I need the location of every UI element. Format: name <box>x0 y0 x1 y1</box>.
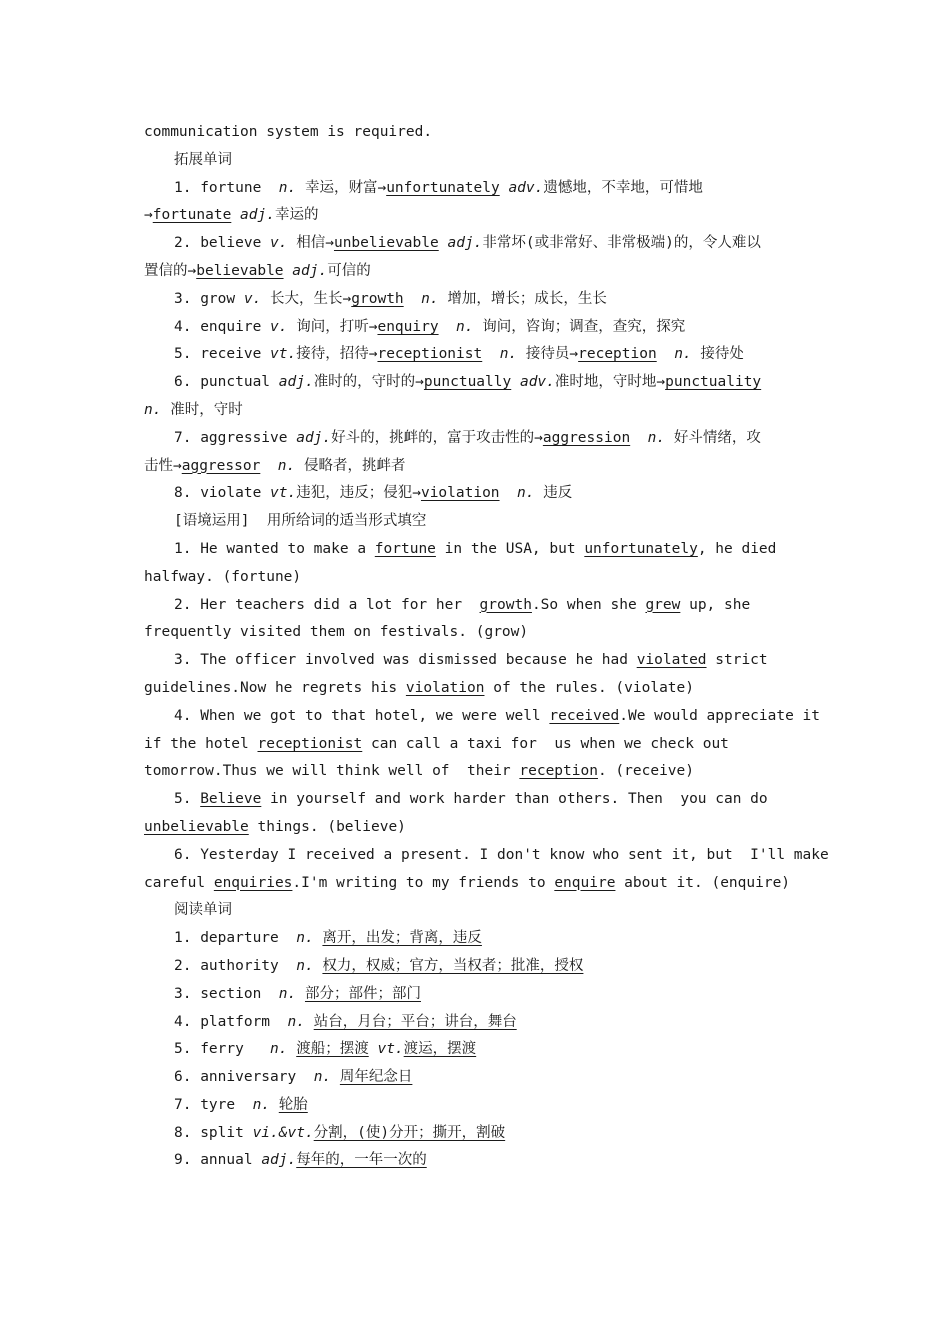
text-line <box>144 1064 814 1092</box>
part-of-speech: n. <box>287 1013 305 1030</box>
text-line <box>144 675 814 703</box>
text-segment <box>482 346 499 362</box>
text-line <box>144 870 814 898</box>
text-segment <box>284 263 293 279</box>
answer-text: 离开，出发；背离，违反 <box>322 930 482 947</box>
part-of-speech: n. <box>421 290 439 307</box>
text-segment <box>511 374 520 390</box>
answer-text: reception <box>578 346 657 363</box>
text-segment: 4. enquire <box>174 318 271 335</box>
text-segment: 4. When we got to that hotel, we were well <box>174 707 550 724</box>
text-line <box>144 786 814 814</box>
text-line <box>144 341 814 369</box>
text-segment: 相信→ <box>287 235 334 252</box>
text-line <box>144 397 814 425</box>
answer-text: 渡船；摆渡 <box>296 1041 369 1058</box>
part-of-speech: n. <box>296 957 314 974</box>
part-of-speech: n. <box>144 401 162 418</box>
text-segment: 长大，生长→ <box>261 290 352 307</box>
answer-text: enquiry <box>377 318 439 335</box>
text-line <box>144 425 814 453</box>
text-segment: 3. The officer involved was dismissed because he had <box>174 652 637 669</box>
text-segment: 准时，守时 <box>161 401 243 418</box>
text-segment: 2. Her teachers did a lot for her <box>174 596 480 613</box>
part-of-speech: n. <box>499 346 518 363</box>
text-segment: .So when she <box>531 596 646 613</box>
answer-text: enquire <box>554 874 616 891</box>
answer-text: unbelievable <box>144 818 249 835</box>
text-segment: 1. departure <box>174 930 297 947</box>
text-segment: 1. fortune <box>174 179 279 196</box>
text-segment: 8. split <box>174 1124 253 1141</box>
part-of-speech: n. <box>674 346 692 363</box>
answer-text: unbelievable <box>333 235 439 252</box>
answer-text: punctually <box>423 374 512 391</box>
text-segment: 5. <box>174 791 201 808</box>
answer-text: received <box>549 707 620 724</box>
answer-text: enquiries <box>213 874 293 891</box>
text-line <box>144 453 814 481</box>
text-line <box>144 897 814 925</box>
text-line <box>144 508 814 536</box>
text-segment: about it. (enquire) <box>615 874 791 891</box>
text-segment: [语境运用] 用所给词的适当形式填空 <box>174 513 427 530</box>
part-of-speech: adv. <box>519 374 555 391</box>
part-of-speech: n. <box>278 985 297 1002</box>
text-segment: 5. receive <box>174 346 271 363</box>
text-segment: halfway. (fortune) <box>144 568 302 585</box>
answer-text: punctuality <box>665 374 762 391</box>
part-of-speech: adj. <box>278 374 314 391</box>
text-line <box>144 981 814 1009</box>
text-segment: 幸运的 <box>274 207 319 224</box>
part-of-speech: n. <box>517 485 535 502</box>
part-of-speech: adj. <box>447 235 483 252</box>
text-segment: 接待员→ <box>517 346 579 363</box>
text-segment: 2. authority <box>174 957 297 974</box>
text-line <box>144 1036 814 1064</box>
text-line <box>144 925 814 953</box>
answer-text: growth <box>479 596 532 613</box>
answer-text: unfortunately <box>584 540 698 557</box>
text-segment: up, she <box>680 596 751 613</box>
text-line <box>144 1092 814 1120</box>
text-segment <box>657 346 674 362</box>
text-segment: if the hotel <box>144 735 258 752</box>
text-segment <box>270 1097 279 1113</box>
text-segment: things. (believe) <box>248 818 406 835</box>
text-segment: 9. annual <box>174 1152 262 1169</box>
text-segment: in yourself and work harder than others. Then you can do <box>261 791 768 808</box>
text-line <box>144 480 814 508</box>
text-segment <box>231 207 240 223</box>
text-line <box>144 119 814 147</box>
text-segment: tomorrow.Thus we will think well of their <box>144 763 520 780</box>
text-segment: 3. grow <box>174 290 244 307</box>
answer-text: believable <box>196 262 284 279</box>
answer-text: 渡运，摆渡 <box>403 1041 477 1058</box>
text-segment: strict <box>706 652 768 669</box>
part-of-speech: n. <box>252 1096 271 1113</box>
text-segment <box>260 458 277 474</box>
text-segment: guidelines.Now he regrets his <box>144 679 406 696</box>
text-segment: 6. Yesterday I received a present. I don't know who sent it, but I'll make <box>174 846 829 863</box>
text-line <box>144 953 814 981</box>
text-segment: . (receive) <box>597 763 694 780</box>
part-of-speech: n. <box>647 429 666 446</box>
text-segment: 拓展单词 <box>174 151 232 168</box>
text-line <box>144 703 821 731</box>
text-line <box>144 536 814 564</box>
part-of-speech: n. <box>270 1041 288 1058</box>
answer-text: unfortunately <box>386 179 500 196</box>
text-segment: 接待处 <box>691 346 744 363</box>
text-line <box>144 258 814 286</box>
answer-text: 周年纪念日 <box>339 1069 413 1086</box>
text-segment: communication system is required. <box>144 124 433 140</box>
part-of-speech: n. <box>313 1069 332 1086</box>
text-line <box>144 842 829 870</box>
answer-text: Believe <box>200 791 262 808</box>
answer-text: violation <box>420 485 500 502</box>
text-segment <box>288 1041 297 1057</box>
part-of-speech: vt. <box>270 346 297 363</box>
text-segment: 1. He wanted to make a <box>174 540 375 557</box>
answer-text: violation <box>405 679 485 696</box>
answer-text: 权力，权威；官方，当权者；批准，授权 <box>322 957 584 974</box>
part-of-speech: adv. <box>508 179 544 196</box>
text-line <box>144 1147 814 1175</box>
text-line <box>144 175 814 203</box>
part-of-speech: adj. <box>292 262 328 279</box>
text-segment: 询问，打听→ <box>287 318 378 335</box>
text-segment: 击性→ <box>144 457 182 474</box>
document-page <box>144 119 829 1175</box>
part-of-speech: adj. <box>296 429 332 446</box>
text-line <box>144 592 814 620</box>
part-of-speech: vi.&vt. <box>252 1124 314 1141</box>
text-segment: 7. tyre <box>174 1096 253 1113</box>
answer-text: 轮胎 <box>278 1096 308 1113</box>
answer-text: fortune <box>374 540 436 557</box>
part-of-speech: n. <box>278 179 297 196</box>
answer-text: aggressor <box>181 457 261 474</box>
text-segment: 询问，咨询；调查，查究，探究 <box>473 318 686 335</box>
text-segment: 6. punctual <box>174 374 279 391</box>
part-of-speech: n. <box>296 930 314 947</box>
text-segment: 好斗情绪，攻 <box>665 429 761 446</box>
text-segment: in the USA, but <box>435 540 585 557</box>
answer-text: 站台，月台；平台；讲台，舞台 <box>313 1013 517 1030</box>
text-line <box>144 647 814 675</box>
text-segment: 准时地，守时地→ <box>554 374 666 391</box>
text-segment: 接待，招待→ <box>296 346 378 363</box>
text-segment <box>439 319 456 335</box>
text-segment: 非常坏(或非常好、非常极端)的，令人难以 <box>482 235 761 252</box>
text-segment: careful <box>144 874 214 891</box>
text-segment: 5. ferry <box>174 1041 271 1058</box>
text-segment: → <box>144 207 153 224</box>
text-segment: 侵略者，挑衅者 <box>295 457 406 474</box>
part-of-speech: adj. <box>240 207 275 224</box>
text-segment: 置信的→ <box>144 262 197 279</box>
text-line <box>144 758 814 786</box>
answer-text: 部分；部件；部门 <box>304 985 421 1002</box>
text-segment: 可信的 <box>327 262 371 279</box>
text-segment: 阅读单词 <box>174 902 232 919</box>
text-line <box>144 814 814 842</box>
text-segment: 违反 <box>534 485 573 502</box>
part-of-speech: adj. <box>261 1152 297 1169</box>
text-segment: 幸运，财富→ <box>296 179 387 196</box>
text-line <box>144 619 814 647</box>
answer-text: fortunate <box>152 207 232 224</box>
text-segment: 违犯，违反；侵犯→ <box>296 485 421 502</box>
text-line <box>144 731 814 759</box>
answer-text: grew <box>645 596 681 613</box>
text-segment: .I'm writing to my friends to <box>292 874 555 891</box>
text-segment: frequently visited them on festivals. (grow) <box>144 624 529 641</box>
answer-text: 分割，(使)分开；撕开，割破 <box>313 1124 506 1141</box>
answer-text: receptionist <box>377 346 483 363</box>
text-segment: 8. violate <box>174 485 271 502</box>
text-line <box>144 1120 814 1148</box>
text-segment: 遗憾地，不幸地，可惜地 <box>543 179 703 196</box>
text-segment: 3. section <box>174 985 279 1002</box>
text-line <box>144 369 814 397</box>
text-line <box>144 564 814 592</box>
text-segment: 7. aggressive <box>174 429 297 446</box>
text-segment: 2. believe <box>174 235 271 252</box>
part-of-speech: n. <box>456 318 474 335</box>
text-segment: 增加，增长；成长，生长 <box>438 290 607 307</box>
text-line <box>144 1009 814 1037</box>
text-segment <box>331 1069 340 1085</box>
answer-text: aggression <box>542 429 631 446</box>
part-of-speech: v. <box>270 235 288 252</box>
text-segment <box>305 1014 314 1030</box>
answer-text: 每年的，一年一次的 <box>296 1152 427 1169</box>
text-segment <box>500 485 517 501</box>
text-segment: of the rules. (violate) <box>484 679 694 696</box>
text-segment: 4. platform <box>174 1013 288 1030</box>
part-of-speech: vt. <box>270 485 297 502</box>
text-line <box>144 314 814 342</box>
text-line <box>144 147 814 175</box>
text-line <box>144 202 814 230</box>
text-segment <box>404 291 421 307</box>
text-segment: , he died <box>697 540 777 557</box>
answer-text: reception <box>519 763 598 780</box>
answer-text: receptionist <box>257 735 363 752</box>
text-line <box>144 286 814 314</box>
part-of-speech: vt. <box>377 1041 404 1058</box>
text-segment: 准时的，守时的→ <box>313 374 424 391</box>
answer-text: growth <box>351 290 404 307</box>
text-segment: .We would appreciate it <box>619 707 821 724</box>
text-segment <box>630 430 647 446</box>
text-segment: 好斗的，挑衅的，富于攻击性的→ <box>331 429 543 446</box>
part-of-speech: v. <box>243 290 262 307</box>
text-segment: 6. anniversary <box>174 1069 314 1086</box>
answer-text: violated <box>636 652 707 669</box>
text-segment <box>296 986 305 1002</box>
part-of-speech: v. <box>270 318 288 335</box>
text-line <box>144 230 814 258</box>
text-segment: can call a taxi for us when we check out <box>362 735 729 752</box>
part-of-speech: n. <box>277 457 296 474</box>
